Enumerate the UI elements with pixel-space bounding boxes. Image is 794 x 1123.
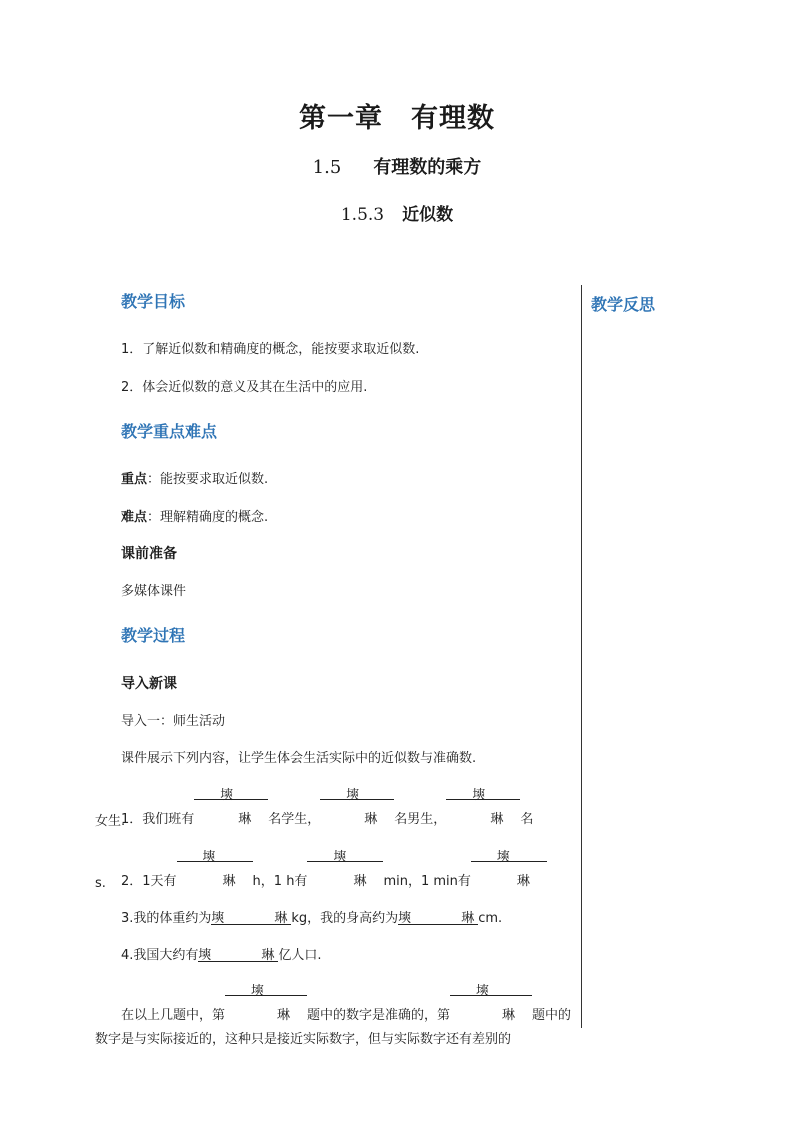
q1-text-d: 名 [520, 812, 534, 827]
fill-blank[interactable] [225, 980, 307, 1023]
blank-open-mark: 塽 [496, 850, 510, 865]
fill-blank[interactable] [450, 980, 532, 1023]
fill-blank[interactable] [398, 909, 478, 925]
difficulty-label: 难点 [121, 510, 148, 525]
q1-text-a: 1．我们班有 [121, 812, 195, 827]
blank-close-mark: 琳 [461, 911, 475, 926]
blank-open-mark: 塽 [211, 911, 225, 926]
section-title [0, 153, 794, 179]
blank-open-mark: 塽 [472, 788, 486, 803]
q1-text-e: 女生. [95, 814, 126, 829]
subsection-name: 近似数 [402, 205, 454, 225]
fill-blank[interactable] [446, 784, 520, 827]
intro-heading: 导入新课 [121, 676, 177, 692]
key-points-heading: 教学重点难点 [121, 422, 218, 441]
q4-text-b: 亿人口. [278, 948, 322, 963]
preparation-heading: 课前准备 [121, 546, 177, 562]
blank-open-mark: 塽 [398, 911, 412, 926]
focus-line [121, 470, 268, 490]
fill-blank[interactable] [177, 846, 253, 889]
q1-text-c: 名男生， [394, 812, 447, 827]
fill-blank[interactable] [194, 784, 268, 827]
summary-text-c: 题中的数字是与实际接近的，这种只是接近实际数字，但与实际数字还有差别的 [95, 1008, 572, 1047]
blank-close-mark: 琳 [238, 812, 252, 827]
blank-close-mark: 琳 [222, 874, 236, 889]
chapter-title: 第一章 有理数 [299, 103, 495, 134]
preparation-text: 多媒体课件 [121, 584, 187, 599]
blank-open-mark: 塽 [476, 984, 490, 999]
q3-text-c: cm. [478, 911, 503, 926]
blank-close-mark: 琳 [353, 874, 367, 889]
blank-open-mark: 塽 [220, 788, 234, 803]
q3-text-a: 3.我的体重约为 [121, 911, 212, 926]
blank-open-mark: 塽 [202, 850, 216, 865]
focus-label: 重点 [121, 472, 148, 487]
summary-text-b: 题中的数字是准确的，第 [307, 1008, 451, 1023]
question-1 [95, 784, 575, 832]
q1-text-b: 名学生， [268, 812, 321, 827]
process-heading: 教学过程 [121, 626, 186, 645]
objectives-heading: 教学目标 [121, 292, 186, 311]
fill-blank[interactable] [307, 846, 383, 889]
question-3 [121, 909, 502, 929]
fill-blank[interactable] [471, 846, 547, 889]
summary-paragraph [95, 980, 575, 1052]
fill-blank[interactable] [211, 909, 291, 925]
blank-close-mark: 琳 [261, 948, 275, 963]
blank-close-mark: 琳 [364, 812, 378, 827]
q4-text-a: 4.我国大约有 [121, 948, 199, 963]
intro-type: 导入一：师生活动 [121, 714, 226, 729]
difficulty-text: ：理解精确度的概念. [147, 510, 269, 525]
section-name: 有理数的乘方 [373, 157, 482, 178]
question-4 [121, 946, 322, 966]
objective-item-1: 1．了解近似数和精确度的概念，能按要求取近似数. [121, 342, 420, 357]
blank-close-mark: 琳 [277, 1008, 291, 1023]
section-number: 1.5 [312, 157, 342, 178]
q2-text-b: h，1 h有 [252, 874, 308, 889]
q2-text-a: 2．1天有 [121, 874, 177, 889]
blank-open-mark: 塽 [346, 788, 360, 803]
blank-open-mark: 塽 [251, 984, 265, 999]
objective-item-2: 2．体会近似数的意义及其在生活中的应用. [121, 380, 368, 395]
q2-text-c: min，1 min有 [383, 874, 471, 889]
column-divider [581, 285, 582, 1028]
focus-text: ：能按要求取近似数. [147, 472, 269, 487]
intro-description: 课件展示下列内容，让学生体会生活实际中的近似数与准确数. [121, 751, 477, 766]
question-2 [95, 846, 575, 894]
q3-text-b: kg，我的身高约为 [291, 911, 399, 926]
fill-blank[interactable] [320, 784, 394, 827]
reflection-heading: 教学反思 [591, 295, 656, 314]
blank-close-mark: 琳 [502, 1008, 516, 1023]
subsection-number: 1.5.3 [340, 205, 385, 225]
difficulty-line [121, 508, 268, 528]
q2-text-d: s. [95, 876, 106, 891]
blank-close-mark: 琳 [490, 812, 504, 827]
blank-open-mark: 塽 [333, 850, 347, 865]
blank-close-mark: 琳 [274, 911, 288, 926]
summary-text-a: 在以上几题中，第 [121, 1008, 226, 1023]
fill-blank[interactable] [198, 946, 278, 962]
blank-close-mark: 琳 [516, 874, 530, 889]
blank-open-mark: 塽 [198, 948, 212, 963]
subsection-title [0, 200, 794, 225]
